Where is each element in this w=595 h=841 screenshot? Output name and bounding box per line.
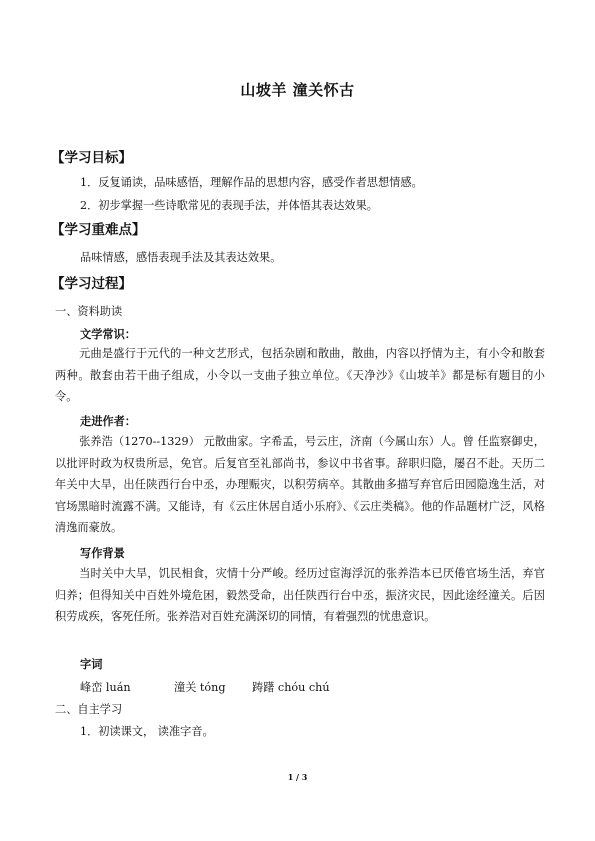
word-item-1: 峰峦 luán	[80, 681, 131, 694]
step1-text: 1．初读课文， 读准字音。	[80, 725, 214, 738]
background-text: 当时关中大旱，饥民相食，灾情十分严峻。经历过宦海浮沉的张养浩本已厌倦官场生活，弃官归养；但得知关中百姓外境危困，毅然受命，出任陕西行台中丞，振济灾民，因此途经潼关。后因积劳成疾，客死任所。张养浩对百姓充满深切的同情，有着强烈的忧患意识。	[55, 567, 545, 623]
word-item-2: 潼关 tóng	[174, 681, 226, 694]
background-paragraph	[55, 563, 545, 628]
background-label: 写作背景	[80, 547, 125, 560]
author-paragraph	[55, 431, 545, 539]
part2-heading: 二、自主学习	[55, 703, 123, 716]
key-text: 品味情感，感悟表现手法及其表达效果。	[80, 251, 282, 264]
literature-text: 元曲是盛行于元代的一种文艺形式，包括杂剧和散曲，散曲，内容以抒情为主，有小令和散套两种。散套由若干曲子组成，小令以一支曲子独立单位。《天净沙》《山坡羊》都是标有题目的小令。	[55, 347, 545, 403]
literature-label: 文学常识：	[80, 328, 136, 341]
literature-paragraph	[55, 343, 545, 408]
goals-heading: 【学习目标】	[51, 150, 132, 166]
author-text: 张养浩（1270--1329） 元散曲家。字希孟，号云庄，济南（今属山东）人。曾 任监察御史，以批评时政为权贵所忌，免官。后复官至礼部尚书，参议中书省事。辞职归隐，屡召不赴。天历二年关中大旱，出任陕西行台中丞，办理赈灾，以积劳病卒。其散曲多描写弃官后田园隐逸生活，对官场黑暗时流露不满。又能诗，有《云庄休居自适小乐府》、《云庄类稿》。他的作品题材广泛，风格清逸而豪放。	[55, 435, 545, 534]
process-heading: 【学习过程】	[51, 276, 132, 292]
goal-item-1: 1．反复诵读，品味感悟，理解作品的思想内容，感受作者思想情感。	[80, 176, 423, 189]
author-label: 走进作者：	[80, 415, 136, 428]
key-heading: 【学习重难点】	[51, 222, 146, 238]
page-title: 山坡羊 潼关怀古	[240, 81, 355, 99]
goal-item-2: 2．初步掌握一些诗歌常见的表现手法，并体悟其表达效果。	[80, 199, 378, 212]
word-item-3: 踌躇 chóu chú	[252, 681, 330, 694]
part1-heading: 一、资料助读	[55, 305, 123, 318]
words-label: 字词	[80, 658, 103, 671]
page-number: 1 / 3	[287, 772, 308, 782]
